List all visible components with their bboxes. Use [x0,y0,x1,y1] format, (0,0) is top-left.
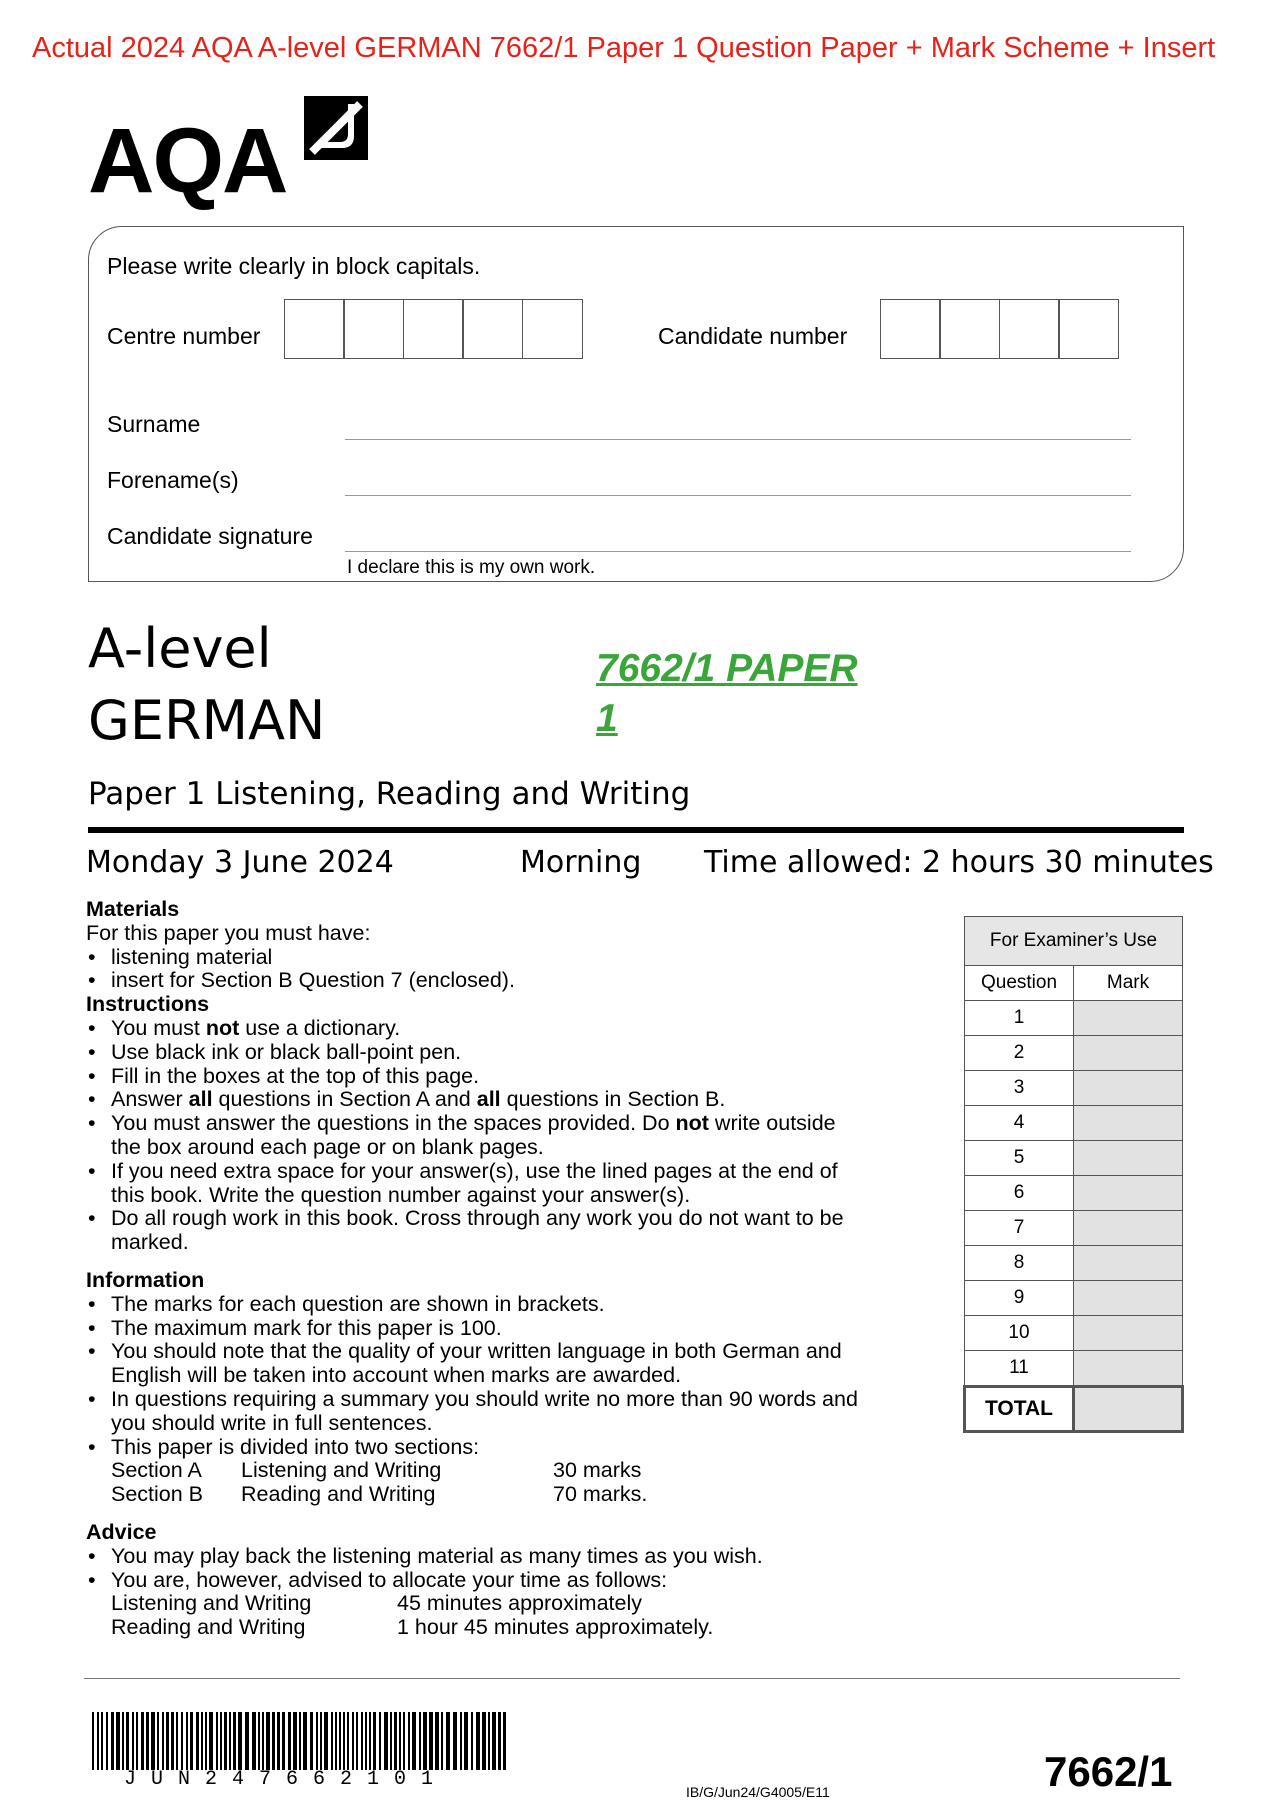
document-reference: IB/G/Jun24/G4005/E11 [686,1784,830,1800]
candidate-number-cell[interactable] [880,299,941,359]
materials-heading: Materials [86,897,180,921]
question-column-header: Question [965,966,1074,1001]
mark-cell[interactable] [1074,1351,1183,1387]
surname-label: Surname [107,411,201,437]
centre-number-cell[interactable] [462,299,523,359]
mark-cell[interactable] [1074,1141,1183,1176]
materials-intro: For this paper you must have: [86,920,371,945]
question-number: 6 [965,1176,1074,1211]
subject-title: GERMAN [88,689,326,752]
information-heading: Information [86,1267,205,1292]
centre-number-field[interactable] [285,299,583,359]
block-capitals-instruction: Please write clearly in block capitals. [107,253,481,279]
examiner-table-title: For Examiner’s Use [965,917,1183,966]
paper-code-link-line2[interactable]: 1 [596,697,618,740]
signature-label: Candidate signature [107,523,313,549]
paper-code-link[interactable] [596,644,858,744]
information-item: • The marks for each question are shown in brackets. [86,1293,926,1317]
question-number: 10 [965,1316,1074,1351]
mark-cell[interactable] [1074,1316,1183,1351]
question-number: 2 [965,1036,1074,1071]
section-row: Section B Reading and Writing 70 marks. [111,1482,648,1507]
instructions-heading: Instructions [86,992,210,1017]
mark-cell[interactable] [1074,1106,1183,1141]
instruction-item: • Fill in the boxes at the top of this page. [86,1065,926,1089]
mark-cell[interactable] [1074,1211,1183,1246]
exam-session: Morning [520,845,642,880]
level-title: A-level [88,617,272,680]
mark-cell[interactable] [1074,1036,1183,1071]
advice-time-row: Reading and Writing 1 hour 45 minutes approximately. [111,1615,714,1640]
centre-number-label: Centre number [107,323,261,349]
barcode-image [92,1712,506,1770]
mark-cell[interactable] [1074,1281,1183,1316]
paper-code-link-line1[interactable]: 7662/1 PAPER [596,647,858,690]
instruction-item: • You must answer the questions in the spaces provided. Do not write outside the box around each page or on blank pages. [86,1112,926,1160]
centre-number-cell[interactable] [403,299,464,359]
candidate-number-label: Candidate number [658,323,848,349]
candidate-number-cell[interactable] [999,299,1060,359]
question-number: 11 [965,1351,1074,1387]
aqa-logo-text: AQA [88,110,287,212]
instruction-item: • Do all rough work in this book. Cross through any work you do not want to be marked. [86,1207,926,1255]
surname-line[interactable] [345,439,1131,440]
information-item: • You should note that the quality of your written language in both German and English will be taken into account when marks are awarded. [86,1340,926,1388]
instruction-item: • If you need extra space for your answer(s), use the lined pages at the end of this book. Write the question number against your answer(s). [86,1160,926,1208]
forename-label: Forename(s) [107,467,239,493]
candidate-number-cell[interactable] [1058,299,1119,359]
centre-number-cell[interactable] [343,299,404,359]
information-item: • The maximum mark for this paper is 100. [86,1317,926,1341]
advice-item: • You are, however, advised to allocate your time as follows: [86,1569,926,1593]
materials-item: • insert for Section B Question 7 (enclosed). [86,969,926,993]
candidate-number-field[interactable] [881,299,1119,359]
question-number: 5 [965,1141,1074,1176]
aqa-logo [88,96,368,212]
materials-item: • listening material [86,946,926,970]
question-number: 9 [965,1281,1074,1316]
information-item: • In questions requiring a summary you should write no more than 90 words and you should write in full sentences. [86,1388,926,1436]
centre-number-cell[interactable] [284,299,345,359]
section-row: Section A Listening and Writing 30 marks [111,1458,642,1483]
footer-divider [84,1678,1180,1679]
advice-time-row: Listening and Writing 45 minutes approximately [111,1591,642,1616]
instruction-item: • Use black ink or black ball-point pen. [86,1041,926,1065]
advice-heading: Advice [86,1519,157,1544]
mark-cell[interactable] [1074,1176,1183,1211]
total-label: TOTAL [965,1387,1074,1432]
signature-line[interactable] [345,551,1131,552]
exam-date: Monday 3 June 2024 [86,845,394,880]
information-item: • This paper is divided into two sections: [86,1436,926,1460]
question-number: 4 [965,1106,1074,1141]
paper-subtitle: Paper 1 Listening, Reading and Writing [88,776,691,812]
question-number: 7 [965,1211,1074,1246]
declaration-text: I declare this is my own work. [347,557,596,578]
examiner-use-table [963,916,1184,1433]
title-divider [88,827,1184,833]
mark-cell[interactable] [1074,1001,1183,1036]
footer-paper-code: 7662/1 [1044,1748,1173,1795]
question-number: 3 [965,1071,1074,1106]
advice-item: • You may play back the listening material as many times as you wish. [86,1545,926,1569]
barcode-number: JUN247662101 [124,1768,449,1791]
instruction-item: • You must not use a dictionary. [86,1017,926,1041]
mark-cell[interactable] [1074,1071,1183,1106]
aqa-logo-mark-icon [304,96,368,160]
question-number: 8 [965,1246,1074,1281]
time-allowed: Time allowed: 2 hours 30 minutes [704,845,1214,880]
mark-column-header: Mark [1074,966,1183,1001]
document-header-title: Actual 2024 AQA A-level GERMAN 7662/1 Paper 1 Question Paper + Mark Scheme + Insert [32,32,1216,64]
instruction-item: • Answer all questions in Section A and all questions in Section B. [86,1088,926,1112]
forename-line[interactable] [345,495,1131,496]
question-number: 1 [965,1001,1074,1036]
mark-cell[interactable] [1074,1246,1183,1281]
total-mark-cell[interactable] [1074,1387,1183,1432]
centre-number-cell[interactable] [522,299,583,359]
candidate-number-cell[interactable] [939,299,1000,359]
exam-information-body [86,898,926,1640]
candidate-details-box [88,226,1184,582]
